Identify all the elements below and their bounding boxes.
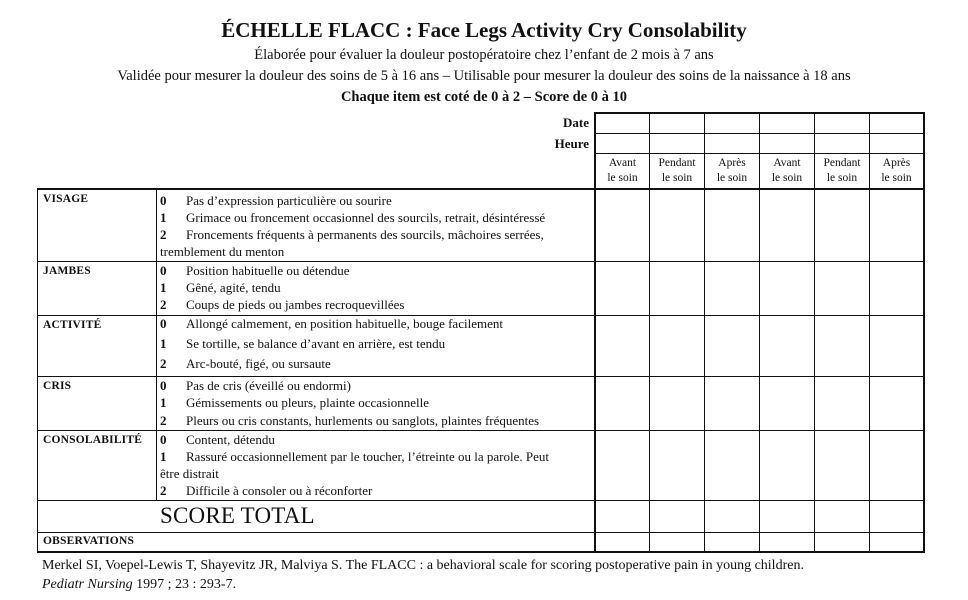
grid-line (37, 500, 925, 501)
criterion-row (160, 315, 590, 333)
score-total-label: SCORE TOTAL (160, 503, 315, 528)
criterion-score: 0 (160, 378, 167, 393)
item-label-visage: VISAGE (43, 193, 89, 205)
criterion-score: 1 (160, 336, 167, 351)
criterion-text: Coups de pieds ou jambes recroquevillées (186, 297, 405, 312)
criterion-text: Pleurs ou cris constants, hurlements ou sanglots, plaintes fréquentes (186, 413, 540, 428)
criterion-row (160, 296, 590, 314)
criterion-score: 2 (160, 297, 167, 312)
criterion-row (160, 262, 590, 280)
criterion-row (160, 192, 590, 210)
item-label-activite: ACTIVITÉ (43, 319, 102, 331)
criterion-row (160, 355, 590, 373)
criterion-text: Allongé calmement, en position habituelle, bouge facilement (186, 316, 503, 331)
subtitle-postoperative: Élaborée pour évaluer la douleur postopératoire chez l’enfant de 2 mois à 7 ans (254, 47, 714, 63)
criterion-text: Position habituelle ou détendue (186, 263, 350, 278)
column-header: Pendant le soin (658, 157, 696, 184)
citation-reference (42, 575, 804, 594)
criterion-score: 2 (160, 483, 167, 498)
item-label-jambes: JAMBES (43, 265, 91, 277)
observations-label: OBSERVATIONS (43, 535, 135, 547)
time-label: Heure (554, 136, 589, 151)
criterion-row (160, 226, 590, 244)
citation (42, 556, 804, 594)
criterion-text: Arc-bouté, figé, ou sursaute (186, 356, 331, 371)
criterion-text: Pas d’expression particulière ou sourire (186, 193, 392, 208)
criterion-continuation: être distrait (160, 466, 219, 481)
criterion-text: Pas de cris (éveillé ou endormi) (186, 378, 351, 393)
criterion-score: 0 (160, 316, 167, 331)
criterion-row (160, 412, 590, 430)
column-header: Pendant le soin (823, 157, 861, 184)
criterion-score: 1 (160, 395, 167, 410)
criterion-score: 1 (160, 210, 167, 225)
criterion-text: Difficile à consoler ou à réconforter (186, 483, 373, 498)
criterion-score: 2 (160, 227, 167, 242)
citation-details: 1997 ; 23 : 293-7. (132, 577, 237, 592)
criterion-row (160, 431, 590, 449)
criterion-text: Rassuré occasionnellement par le toucher, l’étreinte ou la parole. Peut (186, 449, 549, 464)
criterion-text: Content, détendu (186, 432, 275, 447)
criterion-row (160, 209, 590, 227)
column-header: Après le soin (716, 157, 748, 184)
grid-line (156, 188, 157, 500)
scoring-note: Chaque item est coté de 0 à 2 – Score de 0 à 10 (340, 89, 628, 105)
criterion-row (160, 279, 590, 297)
grid-line (37, 532, 925, 533)
criterion-text: Gêné, agité, tendu (186, 280, 281, 295)
criterion-score: 2 (160, 413, 167, 428)
item-label-cris: CRIS (43, 380, 72, 392)
criterion-row (160, 335, 590, 353)
grid-line (923, 112, 925, 553)
subtitle-validation: Validée pour mesurer la douleur des soins de 5 à 16 ans – Utilisable pour mesurer la douleur des soins de la naissance à 18 ans (117, 68, 851, 84)
grid-line (37, 188, 925, 190)
page-title: ÉCHELLE FLACC : Face Legs Activity Cry Consolability (221, 18, 747, 42)
citation-journal: Pediatr Nursing (42, 577, 133, 592)
criterion-continuation: tremblement du menton (160, 244, 285, 259)
item-label-consolabilite: CONSOLABILITÉ (43, 434, 143, 446)
criterion-score: 0 (160, 193, 167, 208)
criterion-score: 1 (160, 449, 167, 464)
criterion-text: Grimace ou froncement occasionnel des sourcils, retrait, désintéressé (186, 210, 546, 225)
criterion-score: 2 (160, 356, 167, 371)
criterion-row (160, 448, 590, 466)
criterion-row (160, 482, 590, 500)
column-header: Avant le soin (607, 157, 638, 184)
criterion-score: 0 (160, 432, 167, 447)
column-header: Après le soin (881, 157, 912, 184)
criterion-score: 0 (160, 263, 167, 278)
date-label: Date (563, 115, 589, 130)
citation-authors: Merkel SI, Voepel-Lewis T, Shayevitz JR, Malviya S. The FLACC : a behavioral scale for scoring postoperative pain in young children. (42, 558, 804, 573)
criterion-row (160, 377, 590, 395)
grid-line (37, 551, 925, 553)
column-header: Avant le soin (771, 157, 803, 184)
criterion-row (160, 394, 590, 412)
flacc-table (37, 112, 925, 553)
grid-line (37, 188, 38, 553)
criterion-text: Froncements fréquents à permanents des sourcils, mâchoires serrées, (186, 227, 544, 242)
criterion-score: 1 (160, 280, 167, 295)
criterion-text: Se tortille, se balance d’avant en arrière, est tendu (186, 336, 446, 351)
criterion-text: Gémissements ou pleurs, plainte occasionnelle (186, 395, 429, 410)
